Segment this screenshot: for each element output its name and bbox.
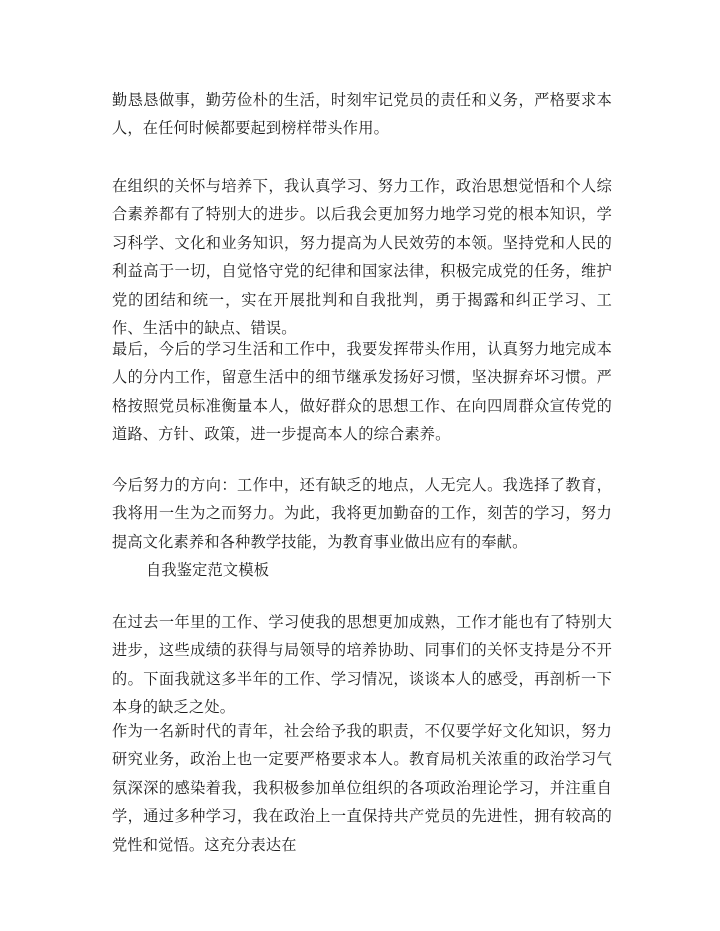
paragraph-2: 在组织的关怀与培养下，我认真学习、努力工作，政治思想觉悟和个人综合素养都有了特别大的进步。以后我会更加努力地学习党的根本知识，学习科学、文化和业务知识，努力提高为人民效劳的本领。坚持党和人民的利益高于一切，自觉恪守党的纪律和国家法律，积极完成党的任务，维护党的团结和统一，实在开展批判和自我批判，勇于揭露和纠正学习、工作、生活中的缺点、错误。 (112, 177, 612, 338)
paragraph-5: 在过去一年里的工作、学习使我的思想更加成熟，工作才能也有了特别大进步，这些成绩的获得与局领导的培养协助、同事们的关怀支持是分不开的。下面我就这多半年的工作、学习情况，谈谈本人的感受，再剖析一下本身的缺乏之处。 (112, 613, 612, 717)
paragraph-1: 勤恳恳做事，勤劳俭朴的生活，时刻牢记党员的责任和义务，严格要求本人，在任何时候都要起到榜样带头作用。 (112, 91, 612, 138)
paragraph-4: 今后努力的方向：工作中，还有缺乏的地点，人无完人。我选择了教育，我将用一生为之而努力。为此，我将更加勤奋的工作，刻苦的学习，努力提高文化素养和各种教学技能，为教育事业做出应有的奉献。 (112, 476, 612, 551)
paragraph-6: 作为一名新时代的青年，社会给予我的职责，不仅要学好文化知识，努力研究业务，政治上也一定要严格要求本人。教育局机关浓重的政治学习气氛深深的感染着我，我积极参加单位组织的各项政治理论学习，并注重自学，通过多种学习，我在政治上一直保持共产党员的先进性，拥有较高的党性和觉悟。这充分表达在 (112, 722, 612, 854)
section-heading: 自我鉴定范文模板 (146, 561, 270, 579)
paragraph-3: 最后，今后的学习生活和工作中，我要发挥带头作用，认真努力地完成本人的分内工作，留意生活中的细节继承发扬好习惯，坚决摒弃坏习惯。严格按照党员标准衡量本人，做好群众的思想工作、在向四周群众宣传党的道路、方针、政策，进一步提高本人的综合素养。 (112, 340, 612, 444)
